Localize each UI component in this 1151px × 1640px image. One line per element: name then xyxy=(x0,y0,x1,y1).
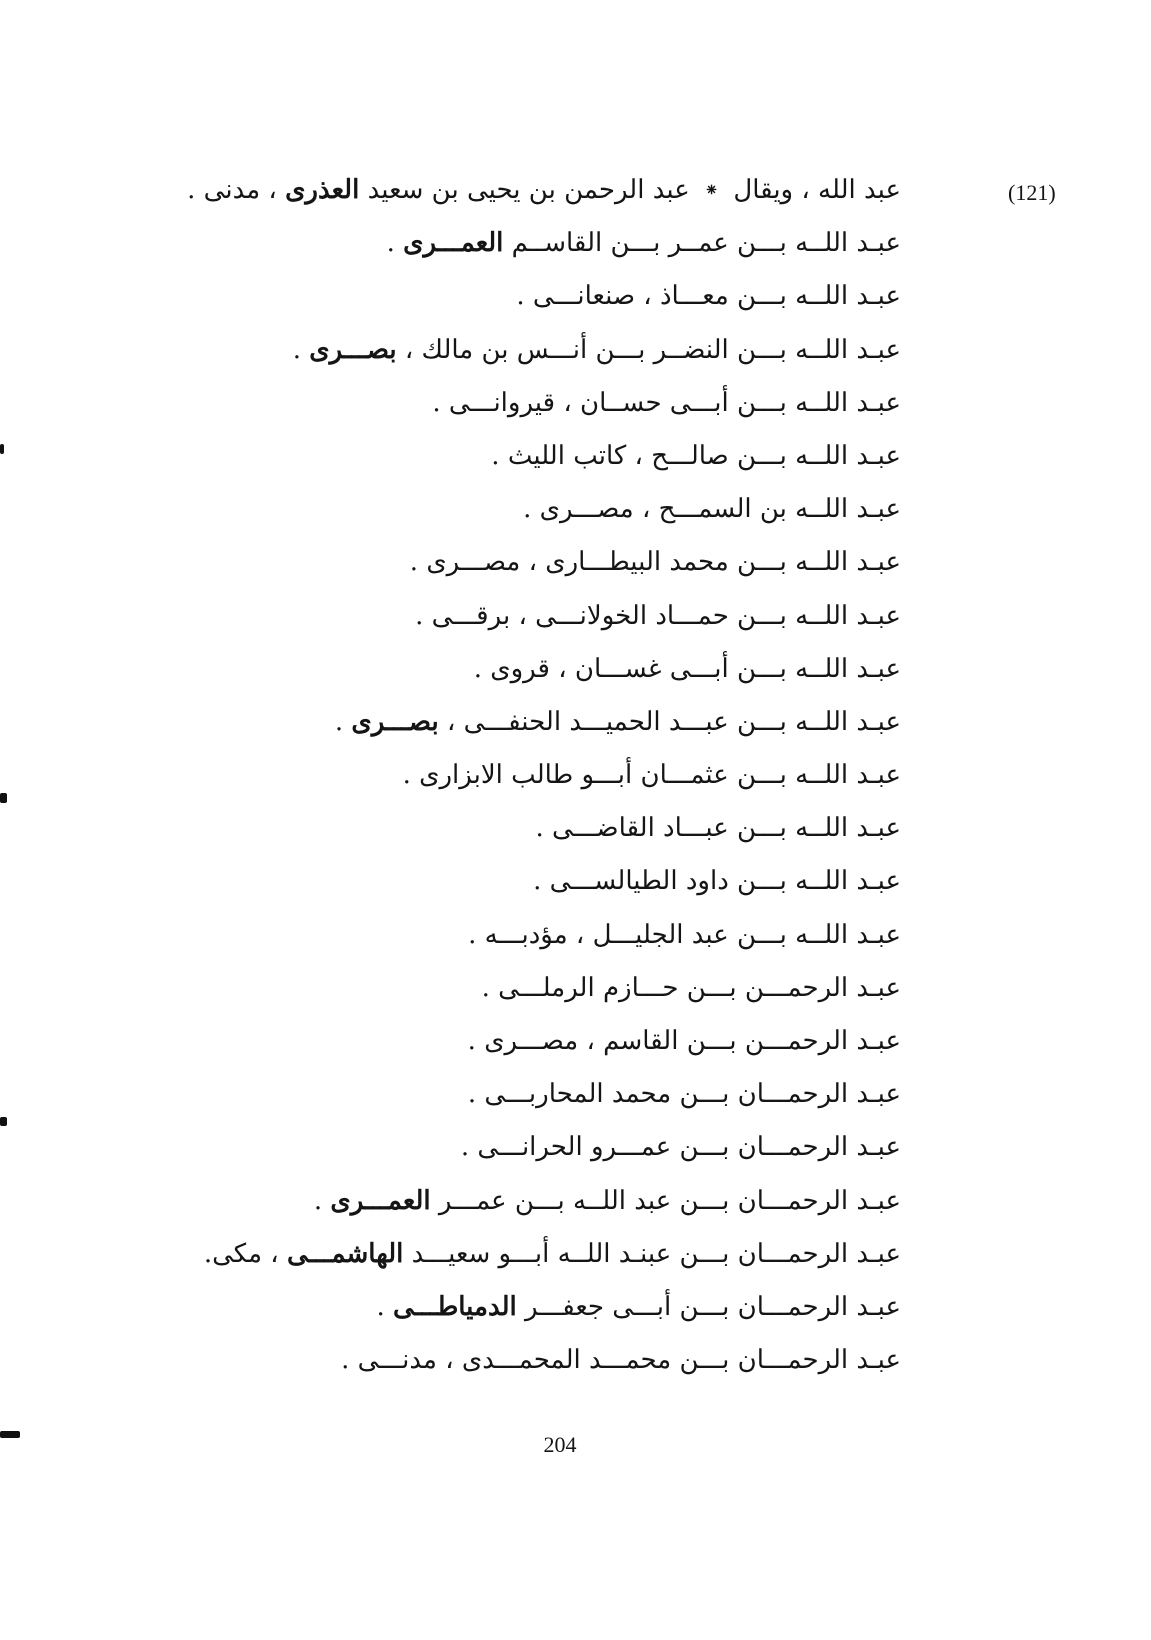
entry-text: عبد الله ، ويقال xyxy=(725,175,901,205)
narrator-entry xyxy=(181,1021,901,1074)
entry-emphasis: الهاشمـــى xyxy=(286,1238,404,1269)
entry-text: عبـد اللــه بن السمـــح ، مصـــرى . xyxy=(523,494,901,525)
narrator-entry xyxy=(181,1127,901,1180)
scan-mark xyxy=(0,793,7,803)
entry-text: ، مدنى . xyxy=(187,175,286,205)
narrator-entry xyxy=(181,542,901,595)
narrator-entry xyxy=(181,1181,901,1234)
entry-text: عبد الرحمن بن يحيى بن سعيد xyxy=(359,175,698,205)
entry-emphasis: بصـــرى xyxy=(351,706,439,737)
narrator-entry xyxy=(181,1287,901,1340)
narrator-entry xyxy=(181,1074,901,1127)
entry-text: . xyxy=(292,334,310,365)
entry-text: عبـد اللــه بـــن أبـــى حســان ، قيروانـــى . xyxy=(432,387,901,418)
entry-text: عبـد اللــه بـــن معـــاذ ، صنعانـــى . xyxy=(516,281,901,312)
entry-text: عبـد اللــه بـــن محمد البيطـــارى ، مصـــرى . xyxy=(409,547,901,578)
entry-text: عبـد الرحمـــان بـــن عمـــرو الحرانـــى . xyxy=(460,1132,901,1163)
narrator-entry xyxy=(181,1340,901,1393)
narrator-entry xyxy=(181,649,901,702)
narrator-list xyxy=(181,170,901,1393)
narrator-entry xyxy=(181,383,901,436)
entry-text: عبـد اللــه بـــن عثمـــان أبـــو طالب الابزارى . xyxy=(402,760,901,791)
narrator-entry xyxy=(181,755,901,808)
entry-text: عبـد اللــه بـــن عمــر بـــن القاســم xyxy=(503,228,901,259)
narrator-entry xyxy=(181,489,901,542)
entry-text: عبـد الرحمـــن بـــن حـــازم الرملـــى . xyxy=(481,972,901,1003)
entry-text: . xyxy=(386,228,404,259)
entry-text: عبـد الرحمـــان بـــن أبـــى جعفـــر xyxy=(516,1291,901,1322)
entry-emphasis: الدمياطـــى xyxy=(393,1291,517,1322)
entry-text: عبـد الرحمـــن بـــن القاسم ، مصـــرى . xyxy=(467,1026,901,1056)
narrator-entry xyxy=(181,223,901,276)
narrator-entry xyxy=(181,808,901,861)
entry-text: عبـد اللــه بـــن عبد الجليـــل ، مؤدبـــه . xyxy=(468,919,901,950)
entry-text: عبـد اللــه بـــن عبـــاد القاضـــى . xyxy=(535,813,901,844)
scan-mark xyxy=(0,1117,7,1126)
entry-text: عبـد الرحمـــان بـــن عبد اللــه بـــن عمـــر xyxy=(430,1185,901,1216)
page-number: 204 xyxy=(543,1432,577,1457)
entry-text: عبـد الرحمـــان بـــن محمـــد المحمـــدى ، مدنـــى . xyxy=(341,1345,901,1376)
entry-text: عبـد الرحمـــان بـــن عبنـد اللــه أبـــو سعيـــد xyxy=(403,1238,901,1269)
narrator-entry xyxy=(181,276,901,329)
entry-text: عبـد اللــه بـــن صالـــح ، كاتب الليث . xyxy=(491,440,901,471)
asterisk-icon: ⁕ xyxy=(704,180,720,201)
narrator-entry xyxy=(181,596,901,649)
entry-text: عبـد اللــه بـــن أبـــى غســـان ، قروى . xyxy=(473,653,901,684)
narrator-entry xyxy=(181,170,901,223)
narrator-entry xyxy=(181,861,901,914)
narrator-entry xyxy=(181,1234,901,1287)
narrator-entry xyxy=(181,968,901,1021)
entry-emphasis: العذرى xyxy=(285,175,360,205)
entry-text: عبـد اللــه بـــن حمـــاد الخولانـــى ، برقـــى . xyxy=(415,600,901,631)
entry-text: . xyxy=(313,1185,331,1216)
entry-emphasis: العمـــرى xyxy=(330,1185,431,1216)
scan-mark xyxy=(0,1431,20,1438)
narrator-entry xyxy=(181,330,901,383)
entry-text: ، مكى. xyxy=(203,1238,287,1269)
entry-emphasis: بصـــرى xyxy=(309,334,397,365)
narrator-entry xyxy=(181,915,901,968)
entry-text: . xyxy=(376,1291,394,1322)
narrator-entry xyxy=(181,436,901,489)
entry-number: (121) xyxy=(1008,180,1056,205)
entry-text: عبـد اللــه بـــن النضــر بـــن أنـــس بن مالك ، xyxy=(396,334,901,365)
entry-emphasis: العمـــرى xyxy=(403,228,504,259)
entry-text: عبـد الرحمـــان بـــن محمد المحاربـــى . xyxy=(467,1079,901,1110)
scan-mark xyxy=(0,444,4,454)
narrator-entry xyxy=(181,702,901,755)
entry-text: عبـد اللــه بـــن داود الطيالســـى . xyxy=(533,866,901,897)
entry-text: . xyxy=(334,706,352,737)
entry-text: عبـد اللــه بـــن عبـــد الحميـــد الحنفـــى ، xyxy=(438,706,901,737)
